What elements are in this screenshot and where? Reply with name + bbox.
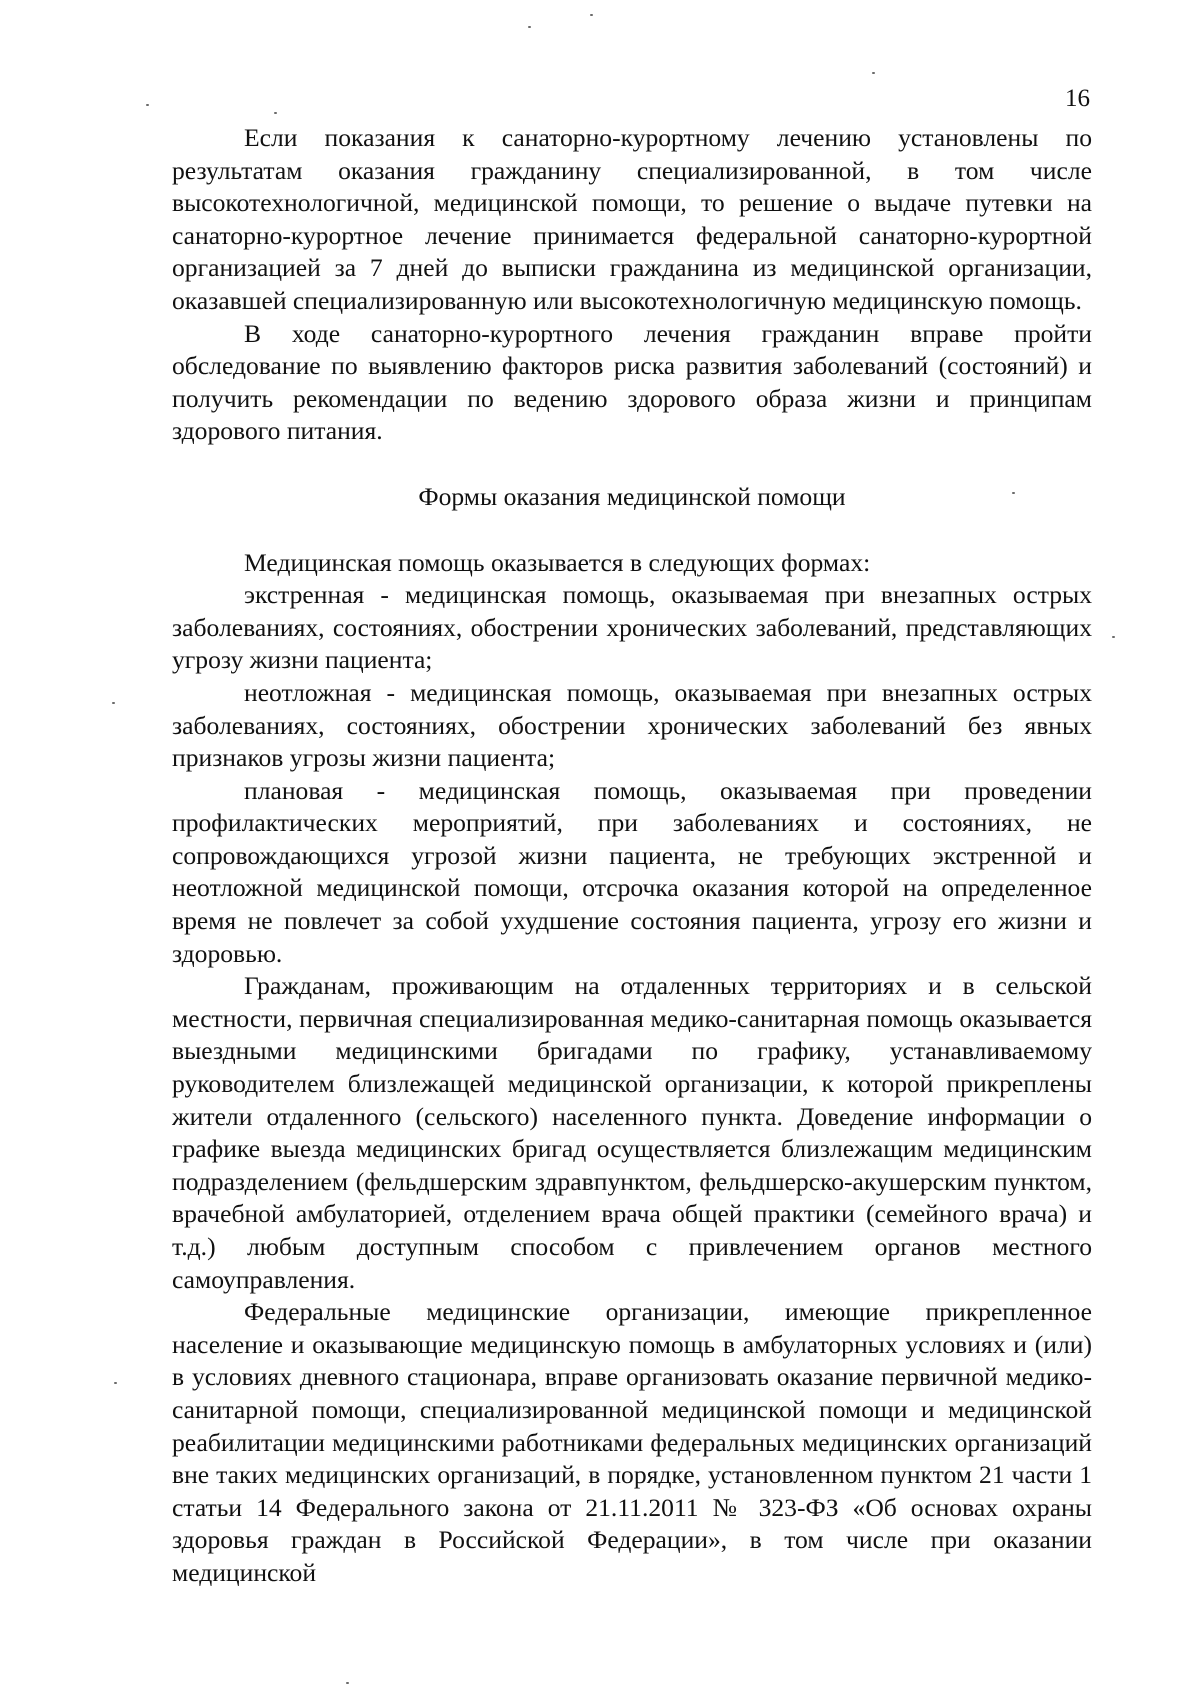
paragraph-remote-territories: Гражданам, проживающим на отдаленных территориях и в сельской местности, первичная специализированная медико-санитарная помощь оказывается выездными медицинскими бригадами по графику, устанавливаемому руководителем близлежащей медицинской организации, к которой прикреплены жители отдаленного (сельского) населенного пункта. Доведение информации о графике выезда медицинских бригад осуществляется близлежащим медицинским подразделением (фельдшерским здравпунктом, фельдшерско-акушерским пунктом, врачебной амбулаторией, отделением врача общей практики (семейного врача) и т.д.) любым доступным способом с привлечением органов местного самоуправления.: [172, 971, 1092, 1294]
paragraph-forms-intro: Медицинская помощь оказывается в следующих формах:: [244, 547, 871, 577]
paragraph-planned-form: плановая - медицинская помощь, оказываемая при проведении профилактических мероприятий, при заболеваниях и состояниях, не сопровождающихся угрозой жизни пациента, не требующих экстренной и неотложной медицинской помощи, отсрочка оказания которой на определенное время не повлечет за собой ухудшение состояния пациента, угрозу его жизни и здоровью.: [172, 775, 1092, 968]
paragraph-urgent-form: неотложная - медицинская помощь, оказываемая при внезапных острых заболеваниях, состояниях, обострении хронических заболеваний без явных признаков угрозы жизни пациента;: [172, 677, 1092, 773]
page-number: 16: [1065, 85, 1090, 112]
paragraph-sanatorium-indications: Если показания к санаторно-курортному лечению установлены по результатам оказания гражданину специализированной, в том числе высокотехнологичной, медицинской помощи, то решение о выдаче путевки на санаторно-курортное лечение принимается федеральной санаторно-курортной организацией за 7 дней до выписки гражданина из медицинской организации, оказавшей специализированную или высокотехнологичную медицинскую помощь.: [172, 123, 1092, 315]
paragraph-federal-organizations: Федеральные медицинские организации, имеющие прикрепленное население и оказывающие медицинскую помощь в амбулаторных условиях и (или) в условиях дневного стационара, вправе организовать оказание первичной медико-санитарной помощи, специализированной медицинской помощи и медицинской реабилитации медицинскими работниками федеральных медицинских организаций вне таких медицинских организаций, в порядке, установленном пунктом 21 части 1 статьи 14 Федерального закона от 21.11.2011 № 323-ФЗ «Об основах охраны здоровья граждан в Российской Федерации», в том числе при оказании медицинской: [172, 1297, 1092, 1587]
section-heading: Формы оказания медицинской помощи: [418, 481, 846, 511]
document-body: [172, 122, 1092, 1590]
paragraph-emergency-form: экстренная - медицинская помощь, оказываемая при внезапных острых заболеваниях, состояниях, обострении хронических заболеваний, представляющих угрозу жизни пациента;: [172, 580, 1092, 675]
paragraph-sanatorium-examination: В ходе санаторно-курортного лечения гражданин вправе пройти обследование по выявлению факторов риска развития заболеваний (состояний) и получить рекомендации по ведению здорового образа жизни и принципам здорового питания.: [172, 318, 1092, 446]
